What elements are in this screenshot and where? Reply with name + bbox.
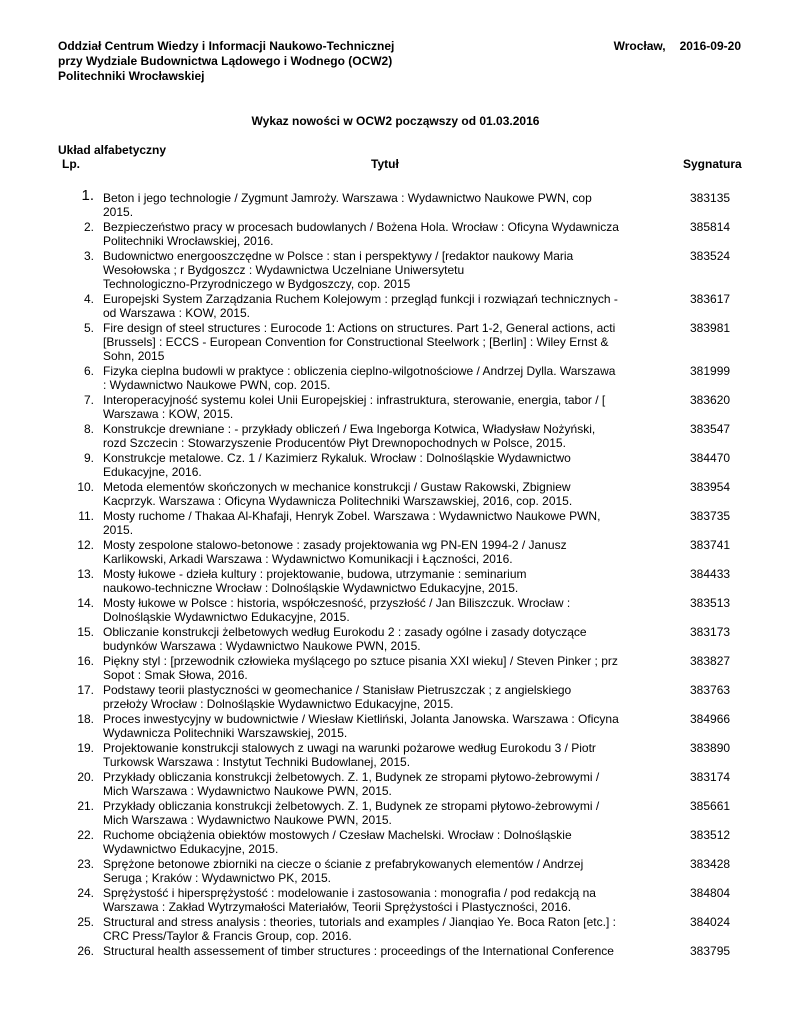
item-title-line: Wesołowska ; r Bydgoszcz : Wydawnictwa Uczelniane Uniwersytetu [103,263,465,277]
document-title: Wykaz nowości w OCW2 począwszy od 01.03.2016 [251,114,540,128]
item-title-line: przełoży Wrocław : Dolnośląskie Wydawnictwo Edukacyjne, 2015. [103,697,454,711]
item-title [103,625,663,653]
item-number: 5. [83,321,94,335]
item-title-line: Sopot : Smak Słowa, 2016. [103,668,248,682]
item-title-line: 2015. [103,205,134,219]
item-title-line: Przykłady obliczania konstrukcji żelbetowych. Z. 1, Budynek ze stropami płytowo-żebrowymi / [103,770,600,784]
item-signature: 384470 [690,451,731,465]
item-title [103,480,663,508]
item-number: 21. [77,799,94,813]
item-signature: 385661 [690,799,731,813]
item-signature: 383524 [690,249,731,263]
item-title-line: Proces inwestycyjny w budownictwie / Wiesław Kietliński, Jolanta Janowska. Warszawa : Oficyna [103,712,619,726]
item-title-line: CRC Press/Taylor & Francis Group, cop. 2016. [103,929,352,943]
item-title [103,886,663,914]
item-title-line: Przykłady obliczania konstrukcji żelbetowych. Z. 1, Budynek ze stropami płytowo-żebrowymi / [103,799,600,813]
item-title-line: Dolnośląskie Wydawnictwo Edukacyjne, 2015. [103,610,350,624]
item-title-line: Ruchome obciążenia obiektów mostowych / Czesław Machelski. Wrocław : Dolnośląskie [103,828,572,842]
item-number: 10. [77,480,94,494]
item-title [103,712,663,740]
item-signature: 383512 [690,828,731,842]
list-item [0,913,791,942]
item-number: 12. [77,538,94,552]
date: 2016-09-20 [679,39,741,53]
list-item [0,189,791,218]
list-item [0,884,791,913]
item-number: 2. [83,220,94,234]
item-title-line: Fizyka cieplna budowli w praktyce : obliczenia cieplno-wilgotnościowe / Andrzej Dylla. Warszawa [103,364,616,378]
item-signature: 384804 [690,886,731,900]
place-and-date [614,39,741,54]
item-title-line: Mich Warszawa : Wydawnictwo Naukowe PWN, 2015. [103,784,392,798]
item-title-line: Sprężone betonowe zbiorniki na ciecze o ścianie z prefabrykowanych elementów / Andrzej [103,857,584,871]
item-title-line: Podstawy teorii plastyczności w geomechanice / Stanisław Pietruszczak ; z angielskiego [103,683,572,697]
item-signature: 383513 [690,596,731,610]
item-title [103,422,663,450]
item-title-line: Warszawa : KOW, 2015. [103,407,234,421]
item-title-line: Sprężystość i hipersprężystość : modelowanie i zastosowania : monografia / pod redakcją na [103,886,596,900]
item-title [103,321,663,363]
item-title-line: Mosty zespolone stalowo-betonowe : zasady projektowania wg PN-EN 1994-2 / Janusz [103,538,567,552]
item-signature: 383428 [690,857,731,871]
list-item [0,290,791,319]
list-item [0,449,791,478]
list-item [0,247,791,290]
item-title-line: Warszawa : Zakład Wytrzymałości Materiałów, Teorii Sprężystości i Plastyczności, 2016. [103,900,572,914]
org-name-line-2: przy Wydziale Budownictwa Lądowego i Wodnego (OCW2) [58,54,393,68]
item-title-line: : Wydawnictwo Naukowe PWN, cop. 2015. [103,378,331,392]
item-title-line: Turkowsk Warszawa : Instytut Techniki Budowlanej, 2015. [103,755,411,769]
list-item [0,420,791,449]
item-title [103,741,663,769]
item-title-line: Mosty łukowe w Polsce : historia, współczesność, przyszłość / Jan Biliszczuk. Wrocław : [103,596,571,610]
item-number: 14. [77,596,94,610]
item-title [103,249,663,291]
item-number: 22. [77,828,94,842]
item-number: 23. [77,857,94,871]
item-title-line: Seruga ; Kraków : Wydawnictwo PK, 2015. [103,871,331,885]
item-number: 7. [83,393,94,407]
item-signature: 383135 [690,191,731,205]
list-item [0,768,791,797]
item-title [103,191,663,219]
item-title [103,857,663,885]
item-title-line: Europejski System Zarządzania Ruchem Kolejowym : przegląd funkcji i rozwiązań technicznych - [103,292,618,306]
item-title-line: Interoperacyjność systemu kolei Unii Europejskiej : infrastruktura, sterowanie, energia, tabor / [ [103,393,606,407]
item-title-line: [Brussels] : ECCS - European Convention for Constructional Steelwork ; [Berlin] : Wiley Ernst & [103,335,609,349]
item-title-line: Mich Warszawa : Wydawnictwo Naukowe PWN, 2015. [103,813,392,827]
item-title [103,393,663,421]
item-number: 15. [77,625,94,639]
item-signature: 383827 [690,654,731,668]
item-signature: 384966 [690,712,731,726]
item-title [103,683,663,711]
item-number: 16. [77,654,94,668]
item-signature: 384024 [690,915,731,929]
item-title [103,915,663,943]
list-item [0,362,791,391]
item-title-line: Structural and stress analysis : theories, tutorials and examples / Jianqiao Ye. Boca Raton [etc.] : [103,915,616,929]
list-item [0,623,791,652]
item-title [103,509,663,537]
item-title-line: Karlikowski, Arkadi Warszawa : Wydawnictwo Komunikacji i Łączności, 2016. [103,552,513,566]
list-item [0,218,791,247]
list-item [0,710,791,739]
item-signature: 383763 [690,683,731,697]
item-title-line: Wydawnictwo Edukacyjne, 2015. [103,842,279,856]
item-title-line: Piękny styl : [przewodnik człowieka myślącego po sztuce pisania XXI wieku] / Steven Pinker ; prz [103,654,618,668]
list-item [0,478,791,507]
item-title [103,292,663,320]
org-name-line-3: Politechniki Wrocławskiej [58,69,205,83]
column-header-title: Tytuł [371,157,399,171]
item-title [103,944,663,958]
item-signature: 383547 [690,422,731,436]
list-item [0,855,791,884]
item-number: 24. [77,886,94,900]
item-number: 25. [77,915,94,929]
item-signature: 383173 [690,625,731,639]
item-title [103,770,663,798]
item-title-line: Beton i jego technologie / Zygmunt Jamroży. Warszawa : Wydawnictwo Naukowe PWN, cop [103,191,592,205]
column-header-lp: Lp. [62,157,80,171]
item-title-line: 2015. [103,523,134,537]
item-signature: 383890 [690,741,731,755]
item-title-line: Structural health assessement of timber structures : proceedings of the International Conference [103,944,614,958]
item-signature: 383954 [690,480,731,494]
item-number: 4. [83,292,94,306]
list-item [0,681,791,710]
item-title-line: Kacprzyk. Warszawa : Oficyna Wydawnicza Politechniki Warszawskiej, 2016, cop. 2015. [103,494,573,508]
book-list [0,189,791,971]
list-item [0,391,791,420]
item-signature: 383620 [690,393,731,407]
item-title [103,451,663,479]
item-number: 18. [77,712,94,726]
item-title-line: Technologiczno-Przyrodniczego w Bydgoszczy, cop. 2015 [103,277,411,291]
item-number: 11. [78,509,94,523]
sort-order-label: Układ alfabetyczny [58,143,167,157]
item-title-line: Bezpieczeństwo pracy w procesach budowlanych / Bożena Hola. Wrocław : Oficyna Wydawnicza [103,220,619,234]
item-number: 17. [77,683,94,697]
item-number: 1. [81,187,94,204]
item-title [103,799,663,827]
item-title-line: naukowo-techniczne Wrocław : Dolnośląskie Wydawnictwo Edukacyjne, 2015. [103,581,519,595]
list-item [0,594,791,623]
item-signature: 383981 [690,321,731,335]
item-title-line: Mosty łukowe - dzieła kultury : projektowanie, budowa, utrzymanie : seminarium [103,567,527,581]
org-name-line-1: Oddział Centrum Wiedzy i Informacji Naukowo-Technicznej [58,39,395,53]
item-number: 26. [77,944,94,958]
item-title [103,654,663,682]
item-title [103,828,663,856]
item-title-line: Obliczanie konstrukcji żelbetowych według Eurokodu 2 : zasady ogólne i zasady dotyczące [103,625,587,639]
list-item [0,942,791,971]
item-title [103,538,663,566]
list-item [0,739,791,768]
item-number: 6. [83,364,94,378]
item-signature: 383617 [690,292,731,306]
item-title-line: Projektowanie konstrukcji stalowych z uwagi na warunki pożarowe według Eurokodu 3 / Piotr [103,741,596,755]
list-item [0,797,791,826]
item-signature: 383795 [690,944,731,958]
item-title [103,220,663,248]
list-item [0,652,791,681]
item-signature: 383741 [690,538,731,552]
list-item [0,319,791,362]
column-header-signature: Sygnatura [683,157,742,171]
item-signature: 384433 [690,567,731,581]
item-title [103,364,663,392]
item-title-line: Budownictwo energooszczędne w Polsce : stan i perspektywy / [redaktor naukowy Maria [103,249,574,263]
item-number: 3. [83,249,94,263]
item-number: 19. [77,741,94,755]
item-signature: 381999 [690,364,731,378]
item-title-line: Fire design of steel structures : Eurocode 1: Actions on structures. Part 1-2, General actions, acti [103,321,616,335]
item-title-line: Metoda elementów skończonych w mechanice konstrukcji / Gustaw Rakowski, Zbigniew [103,480,571,494]
item-title-line: budynków Warszawa : Wydawnictwo Naukowe PWN, 2015. [103,639,421,653]
item-number: 9. [83,451,94,465]
item-title [103,596,663,624]
document-header [58,39,741,84]
item-title-line: Konstrukcje drewniane : - przykłady obliczeń / Ewa Ingeborga Kotwica, Władysław Nożyński, [103,422,596,436]
item-title-line: Edukacyjne, 2016. [103,465,202,479]
item-title-line: rozd Szczecin : Stowarzyszenie Producentów Płyt Drewnopochodnych w Polsce, 2015. [103,436,566,450]
item-title-line: Konstrukcje metalowe. Cz. 1 / Kazimierz Rykaluk. Wrocław : Dolnośląskie Wydawnictwo [103,451,571,465]
place: Wrocław, [613,39,666,53]
item-number: 13. [77,567,94,581]
item-title-line: Wydawnicza Politechniki Warszawskiej, 2015. [103,726,348,740]
item-title-line: od Warszawa : KOW, 2015. [103,306,250,320]
item-signature: 383735 [690,509,731,523]
item-signature: 385814 [690,220,731,234]
list-item [0,565,791,594]
item-title-line: Sohn, 2015 [103,349,165,363]
item-number: 8. [83,422,94,436]
item-number: 20. [77,770,94,784]
item-title-line: Mosty ruchome / Thakaa Al-Khafaji, Henryk Zobel. Warszawa : Wydawnictwo Naukowe PWN, [103,509,601,523]
list-item [0,507,791,536]
list-item [0,826,791,855]
item-title [103,567,663,595]
item-signature: 383174 [690,770,731,784]
list-item [0,536,791,565]
item-title-line: Politechniki Wrocławskiej, 2016. [103,234,274,248]
